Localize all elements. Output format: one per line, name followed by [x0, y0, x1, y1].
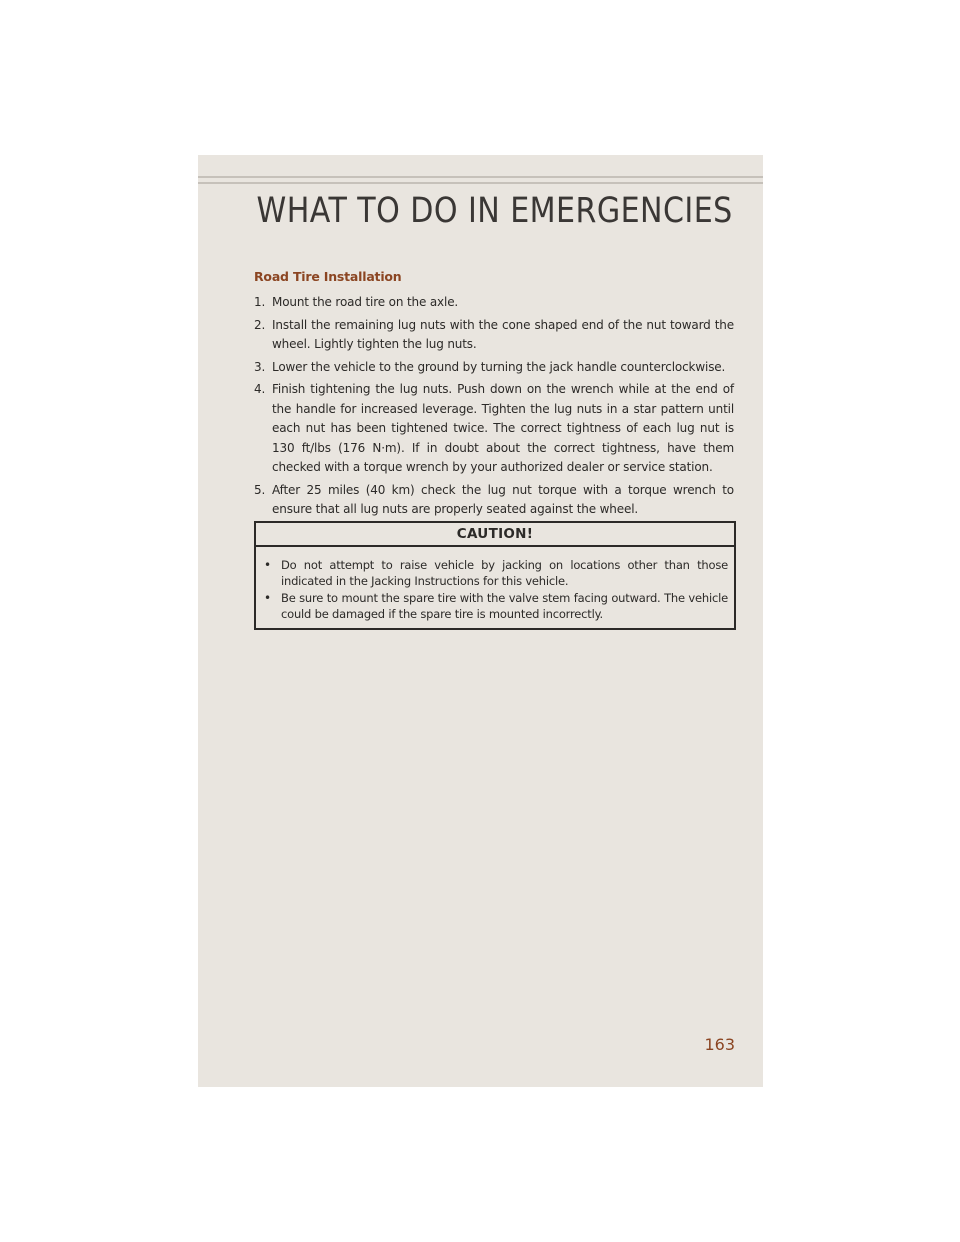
step-item: [254, 358, 734, 378]
manual-page: [198, 155, 763, 1087]
step-number: 5.: [254, 482, 266, 497]
step-item: [254, 316, 734, 355]
caution-text: Do not attempt to raise vehicle by jacking on locations other than those indicated in the Jacking Instructions for this vehicle.: [281, 558, 728, 588]
page-number: 163: [704, 1035, 735, 1054]
step-item: [254, 481, 734, 520]
caution-list: [256, 547, 734, 622]
caution-text: Be sure to mount the spare tire with the valve stem facing outward. The vehicle could be damaged if the spare tire is mounted incorrectly.: [281, 591, 728, 621]
step-text: Finish tightening the lug nuts. Push down on the wrench while at the end of the handle for increased leverage. Tighten the lug nuts in a star pattern until each nut has been tightened twice. The correct tightness of each lug nut is 130 ft/lbs (176 N·m). If in doubt about the correct tightness, have them checked with a torque wrench by your authorized dealer or service station.: [272, 382, 734, 474]
steps-list: [254, 293, 734, 520]
step-number: 3.: [254, 359, 266, 374]
header-rule-bottom: [198, 182, 763, 184]
step-item: [254, 380, 734, 478]
bullet-icon: •: [264, 591, 271, 605]
step-number: 2.: [254, 317, 266, 332]
step-text: After 25 miles (40 km) check the lug nut torque with a torque wrench to ensure that all lug nuts are properly seated against the wheel.: [272, 482, 734, 516]
caution-item: [264, 590, 728, 622]
header-rule-top: [198, 176, 763, 178]
step-number: 1.: [254, 295, 266, 309]
caution-box: [254, 521, 736, 630]
subheading: Road Tire Installation: [254, 269, 402, 284]
caution-item: [264, 557, 728, 589]
step-number: 4.: [254, 382, 266, 396]
bullet-icon: •: [264, 558, 271, 572]
main-content: [254, 269, 734, 523]
section-title: WHAT TO DO IN EMERGENCIES: [256, 191, 733, 231]
step-item: [254, 293, 734, 313]
step-text: Lower the vehicle to the ground by turning the jack handle counterclockwise.: [272, 359, 726, 374]
step-text: Mount the road tire on the axle.: [272, 295, 459, 309]
caution-title: CAUTION!: [256, 523, 734, 547]
step-text: Install the remaining lug nuts with the cone shaped end of the nut toward the wheel. Lightly tighten the lug nuts.: [272, 317, 734, 351]
